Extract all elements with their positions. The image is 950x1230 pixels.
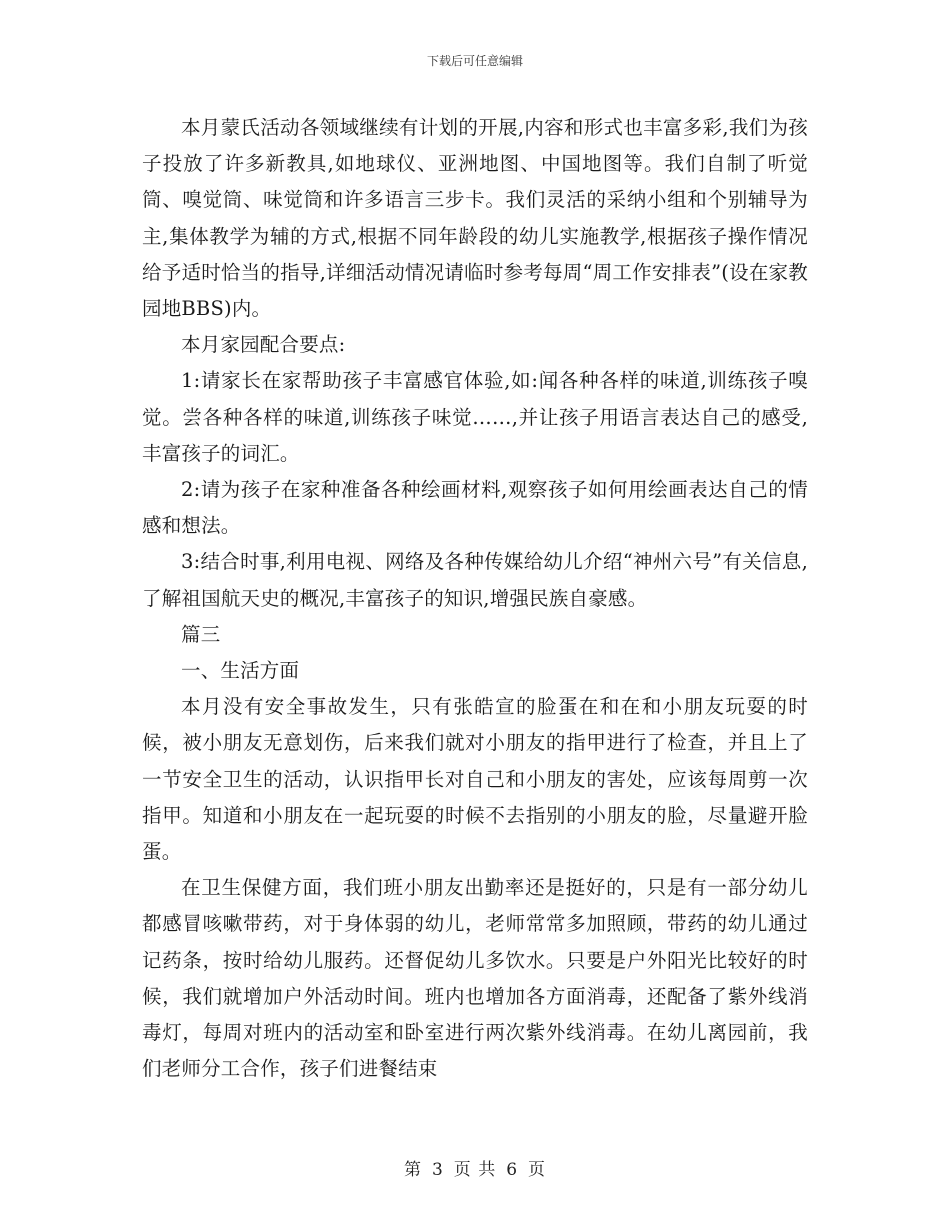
footer-total-pages: 6 <box>506 1160 519 1180</box>
paragraph-point-1: 1:请家长在家帮助孩子丰富感官体验,如:闻各种各样的味道,训练孩子嗅觉。尝各种各样的味道,训练孩子味觉……,并让孩子用语言表达自己的感受,丰富孩子的词汇。 <box>142 369 808 465</box>
section-heading-daily-life: 一、生活方面 <box>181 659 300 683</box>
paragraph-montessori-activities: 本月蒙氏活动各领域继续有计划的开展,内容和形式也丰富多彩,我们为孩子投放了许多新教具,如地球仪、亚洲地图、中国地图等。我们自制了听觉筒、嗅觉筒、味觉筒和许多语言三步卡。我们灵活的采纳小组和个别辅导为主,集体教学为辅的方式,根据不同年龄段的幼儿实施教学,根据孩子操作情况给予适时恰当的指导,详细活动情况请临时参考每周“周工作安排表”(设在家教园地BBS)内。 <box>142 116 808 321</box>
page-number-footer <box>0 1155 950 1180</box>
footer-label-of: 页 共 <box>453 1160 497 1180</box>
paragraph-safety: 本月没有安全事故发生，只有张皓宣的脸蛋在和在和小朋友玩耍的时候，被小朋友无意划伤，后来我们就对小朋友的指甲进行了检查，并且上了一节安全卫生的活动，认识指甲长对自己和小朋友的害处，应该每周剪一次指甲。知道和小朋友在一起玩耍的时候不去指别的小朋友的脸，尽量避开脸蛋。 <box>142 695 808 864</box>
section-heading-part-three: 篇三 <box>181 622 221 646</box>
footer-label-page: 第 <box>403 1160 422 1180</box>
footer-current-page: 3 <box>431 1160 444 1180</box>
paragraph-point-3: 3:结合时事,利用电视、网络及各种传媒给幼儿介绍“神州六号”有关信息,了解祖国航天史的概况,丰富孩子的知识,增强民族自豪感。 <box>142 550 808 610</box>
page-header-note: 下载后可任意编辑 <box>426 54 523 68</box>
footer-label-end: 页 <box>528 1160 547 1180</box>
paragraph-home-cooperation-heading: 本月家园配合要点: <box>181 333 346 357</box>
document-body <box>142 110 808 1087</box>
paragraph-health-care: 在卫生保健方面，我们班小朋友出勤率还是挺好的，只是有一部分幼儿都感冒咳嗽带药，对于身体弱的幼儿，老师常常多加照顾，带药的幼儿通过记药条，按时给幼儿服药。还督促幼儿多饮水。只要是户外阳光比较好的时候，我们就增加户外活动时间。班内也增加各方面消毒，还配备了紫外线消毒灯，每周对班内的活动室和卧室进行两次紫外线消毒。在幼儿离园前，我们老师分工合作，孩子们进餐结束 <box>142 876 808 1081</box>
paragraph-point-2: 2:请为孩子在家种准备各种绘画材料,观察孩子如何用绘画表达自己的情感和想法。 <box>142 478 808 538</box>
